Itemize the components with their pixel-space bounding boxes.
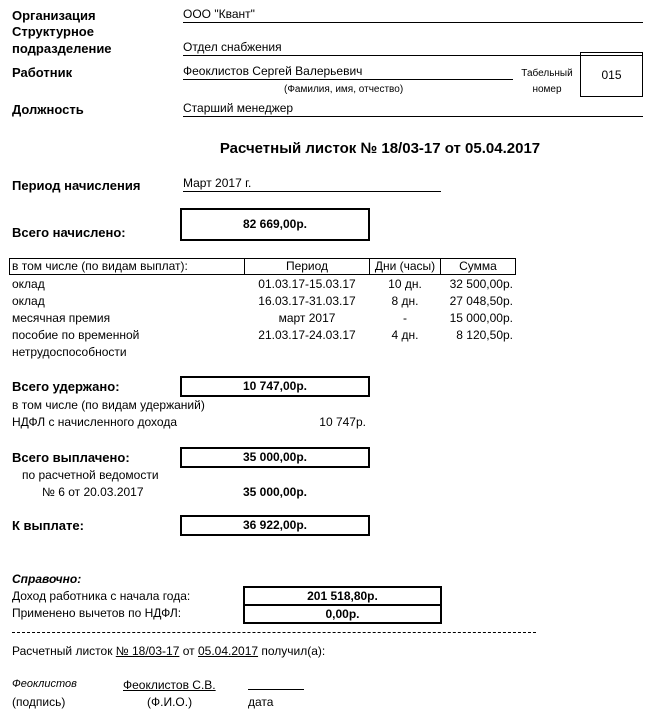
row-period: 16.03.17-31.03.17 <box>258 294 356 308</box>
position-label: Должность <box>12 102 84 117</box>
position-value: Старший менеджер <box>183 100 643 117</box>
deductions-value: 0,00р. <box>243 604 442 624</box>
row-days: 4 дн. <box>391 328 419 342</box>
fio-label: (Ф.И.О.) <box>147 695 193 709</box>
row-days: 10 дн. <box>388 277 422 291</box>
worker-value: Феоклистов Сергей Валерьевич <box>183 63 513 80</box>
withheld-label: Всего удержано: <box>12 379 120 394</box>
date-line <box>248 689 304 690</box>
paid-line-2-value: 35 000,00р. <box>242 485 308 499</box>
to-pay-total: 36 922,00р. <box>180 515 370 536</box>
row-name: пособие по временной <box>12 328 140 342</box>
org-label: Организация <box>12 8 96 23</box>
worker-hint: (Фамилия, имя, отчество) <box>284 84 404 95</box>
row-period: 21.03.17-24.03.17 <box>258 328 356 342</box>
paid-total: 35 000,00р. <box>180 447 370 468</box>
date-label: дата <box>248 695 274 709</box>
row-period: 01.03.17-15.03.17 <box>258 277 356 291</box>
receipt-prefix: Расчетный листок <box>12 644 113 658</box>
worker-label: Работник <box>12 65 73 80</box>
row-days: - <box>403 311 407 325</box>
row-sum: 15 000,00р. <box>449 311 513 325</box>
tab-label-2: номер <box>532 84 562 95</box>
paid-line-2: № 6 от 20.03.2017 <box>42 485 144 499</box>
row-days: 8 дн. <box>391 294 419 308</box>
receipt-date: 05.04.2017 <box>197 644 259 658</box>
accrued-label: Всего начислено: <box>12 225 126 240</box>
deductions-label: Применено вычетов по НДФЛ: <box>12 606 182 620</box>
dept-label-1: Структурное <box>12 24 94 39</box>
tab-number-box: 015 <box>580 52 643 97</box>
withheld-subheader: в том числе (по видам удержаний) <box>12 398 205 412</box>
income-label: Доход работника с начала года: <box>12 589 191 603</box>
period-label: Период начисления <box>12 178 141 193</box>
paid-label: Всего выплачено: <box>12 450 130 465</box>
withheld-total: 10 747,00р. <box>180 376 370 397</box>
receipt-mid: от <box>182 644 195 658</box>
signature-label: (подпись) <box>12 695 66 709</box>
org-value: ООО "Квант" <box>183 6 643 23</box>
dept-label-2: подразделение <box>12 41 112 56</box>
tab-label-1: Табельный <box>521 68 573 79</box>
period-value: Март 2017 г. <box>183 176 441 192</box>
to-pay-label: К выплате: <box>12 518 84 533</box>
row-period: март 2017 <box>278 311 336 325</box>
receipt-suffix: получил(а): <box>261 644 326 658</box>
row-sum: 27 048,50р. <box>449 294 513 308</box>
col-header-kind: в том числе (по видам выплат): <box>9 258 245 275</box>
row-name: оклад <box>12 294 45 308</box>
row-sum: 32 500,00р. <box>449 277 513 291</box>
fio-value: Феоклистов С.В. <box>123 678 216 692</box>
reference-label: Справочно: <box>12 572 82 586</box>
col-header-period: Период <box>244 258 370 275</box>
col-header-days: Дни (часы) <box>369 258 441 275</box>
page-title: Расчетный листок № 18/03-17 от 05.04.2017 <box>219 140 541 157</box>
withheld-item-name: НДФЛ с начисленного дохода <box>12 415 178 429</box>
cut-line <box>12 632 536 633</box>
row-sum: 8 120,50р. <box>456 328 513 342</box>
receipt-number: № 18/03-17 <box>115 644 180 658</box>
col-header-sum: Сумма <box>440 258 516 275</box>
income-value: 201 518,80р. <box>243 586 442 606</box>
withheld-item-value: 10 747р. <box>319 415 366 429</box>
row-name: нетрудоспособности <box>12 345 127 359</box>
receipt-line <box>12 644 325 658</box>
row-name: оклад <box>12 277 45 291</box>
accrued-total: 82 669,00р. <box>180 208 370 241</box>
signature-value: Феоклистов <box>12 678 77 690</box>
paid-line-1: по расчетной ведомости <box>22 468 159 482</box>
dept-value: Отдел снабжения <box>183 39 643 56</box>
row-name: месячная премия <box>12 311 111 325</box>
